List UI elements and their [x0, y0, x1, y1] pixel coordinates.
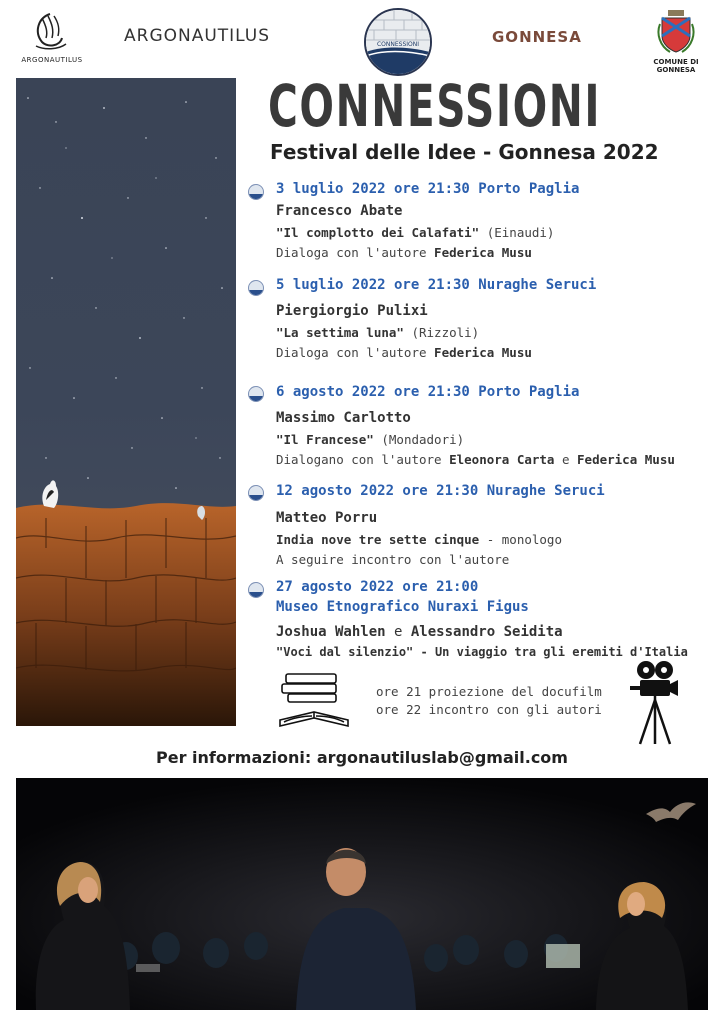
event-author: Massimo Carlotto: [276, 410, 411, 426]
connessioni-logo: [364, 8, 432, 76]
event-book-line: [276, 432, 464, 447]
argonautilus-wordmark: ARGONAUTILUS: [124, 26, 271, 46]
event-follow-line: A seguire incontro con l'autore: [276, 552, 510, 567]
event-authors: [276, 624, 563, 640]
lighthouse-badge-icon: [248, 485, 264, 501]
books-icon: [276, 668, 352, 732]
page-subtitle: Festival delle Idee - Gonnesa 2022: [270, 140, 659, 164]
event-book-title: "Voci dal silenzio" - Un viaggio tra gli eremiti d'Italia: [276, 645, 688, 659]
event-author-2: Alessandro Seidita: [410, 624, 563, 640]
event-dialog-prefix: Dialogano con l'autore: [276, 452, 450, 467]
event-publisher: (Rizzoli): [403, 325, 480, 340]
event-and: e: [385, 624, 411, 640]
event-book-title: "Il complotto dei Calafati": [276, 225, 480, 240]
film-camera-icon: [630, 660, 680, 746]
event-dialog-and: e: [554, 452, 578, 467]
event-date: 6 agosto 2022 ore 21:30 Porto Paglia: [276, 384, 580, 400]
event-book-line: [276, 532, 562, 547]
event-author: Piergiorgio Pulixi: [276, 303, 428, 319]
comune-label: COMUNE DI GONNESA: [653, 58, 699, 74]
event-publisher: (Mondadori): [373, 432, 465, 447]
event-venue: Museo Etnografico Nuraxi Figus: [276, 599, 529, 615]
page-title: CONNESSIONI: [268, 72, 602, 140]
argonautilus-logo-icon: [28, 8, 74, 54]
lighthouse-badge-icon: [248, 386, 264, 402]
event-date: 5 luglio 2022 ore 21:30 Nuraghe Seruci: [276, 277, 597, 293]
event-author: Matteo Porru: [276, 510, 378, 526]
event-dialog-line: [276, 345, 532, 360]
event-dialog-line: [276, 452, 675, 467]
event-date: 3 luglio 2022 ore 21:30 Porto Paglia: [276, 181, 580, 197]
event-publisher: (Einaudi): [479, 225, 555, 240]
event-author: Francesco Abate: [276, 203, 403, 219]
event-book-line: [276, 645, 688, 659]
event-dialog-line: [276, 245, 532, 260]
event-dialog-prefix: Dialoga con l'autore: [276, 245, 435, 260]
event-dialog-prefix: Dialoga con l'autore: [276, 345, 435, 360]
starry-sky-photo: [16, 78, 236, 726]
event-dialog-person: Eleonora Carta: [449, 452, 555, 467]
event-dialog-person-2: Federica Musu: [577, 452, 675, 467]
lighthouse-badge-icon: [248, 582, 264, 598]
event-book-title: "La settima luna": [276, 325, 404, 340]
event-dialog-person: Federica Musu: [434, 345, 532, 360]
stage-photo: [16, 778, 708, 1010]
event-schedule-1: ore 21 proiezione del docufilm: [376, 684, 602, 699]
event-book-title: "Il Francese": [276, 432, 374, 447]
event-book-suffix: - monologo: [479, 532, 562, 547]
center-logo-text: CONNESSIONI: [376, 41, 420, 48]
event-dialog-person: Federica Musu: [434, 245, 532, 260]
event-author-1: Joshua Wahlen: [276, 624, 386, 640]
event-date: 27 agosto 2022 ore 21:00: [276, 579, 479, 595]
gonnesa-logo: GONNESA: [492, 28, 582, 46]
event-schedule-2: ore 22 incontro con gli autori: [376, 702, 602, 717]
lighthouse-badge-icon: [248, 184, 264, 200]
event-book-title: India nove tre sette cinque: [276, 532, 480, 547]
event-date: 12 agosto 2022 ore 21:30 Nuraghe Seruci: [276, 483, 605, 499]
argonautilus-small-label: ARGONAUTILUS: [21, 56, 83, 64]
lighthouse-badge-icon: [248, 280, 264, 296]
contact-info: Per informazioni: argonautiluslab@gmail.com: [156, 748, 568, 767]
gonnesa-crest-icon: [656, 10, 696, 54]
event-book-line: [276, 325, 479, 340]
event-book-line: [276, 225, 554, 240]
